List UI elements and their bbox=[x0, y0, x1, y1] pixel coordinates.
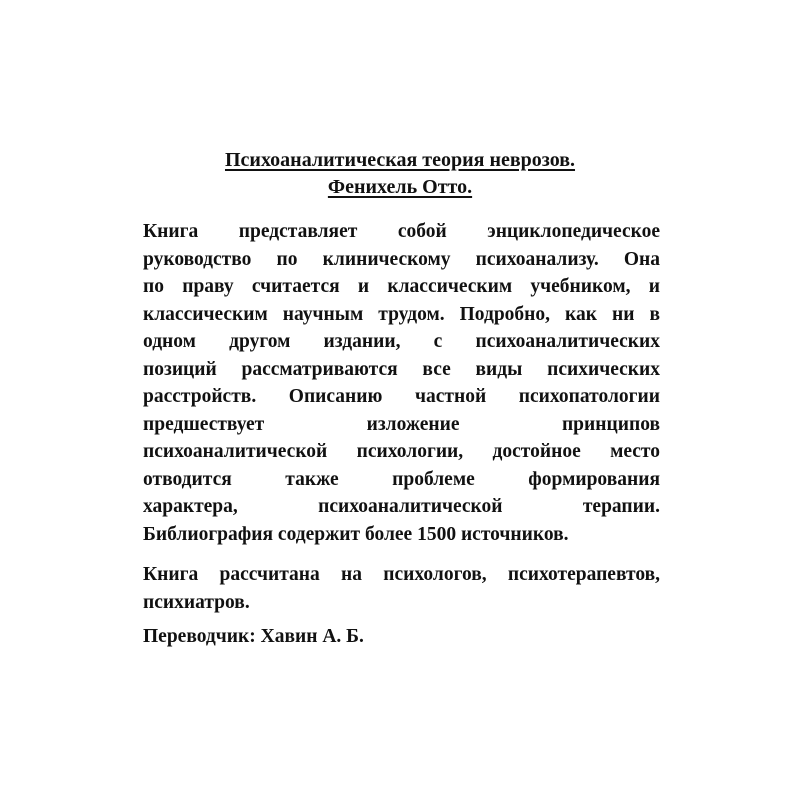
translator-text: Переводчик: Хавин А. Б. bbox=[143, 626, 364, 647]
text-line: Книга рассчитана на психологов, психотерапевтов, bbox=[143, 564, 660, 585]
text-line: характера, психоаналитической терапии. bbox=[143, 496, 660, 517]
text-line: предшествует изложение принципов bbox=[143, 413, 660, 435]
book-title: Психоаналитическая теория неврозов. bbox=[224, 149, 576, 171]
text-line: Библиография содержит более 1500 источников. bbox=[143, 523, 569, 545]
description-paragraph bbox=[143, 218, 660, 548]
book-author: Фенихель Отто. bbox=[327, 176, 473, 198]
text-line: психиатров. bbox=[143, 591, 250, 613]
text-line: расстройств. Описанию частной психопатологии bbox=[143, 386, 660, 407]
audience-paragraph bbox=[143, 561, 660, 616]
text-line: отводится также проблеме формирования bbox=[143, 468, 660, 490]
text-line: психоаналитической психологии, достойное место bbox=[143, 441, 660, 462]
text-line: по праву считается и классическим учебником, и bbox=[143, 276, 660, 297]
translator-line bbox=[143, 623, 660, 651]
text-line: позиций рассматриваются все виды психических bbox=[143, 358, 660, 380]
text-line: классическим научным трудом. Подробно, как ни в bbox=[143, 303, 660, 325]
text-line: одном другом издании, с психоаналитических bbox=[143, 331, 660, 352]
text-line: руководство по клиническому психоанализу. Она bbox=[143, 248, 660, 270]
text-line: Книга представляет собой энциклопедическое bbox=[143, 221, 660, 242]
